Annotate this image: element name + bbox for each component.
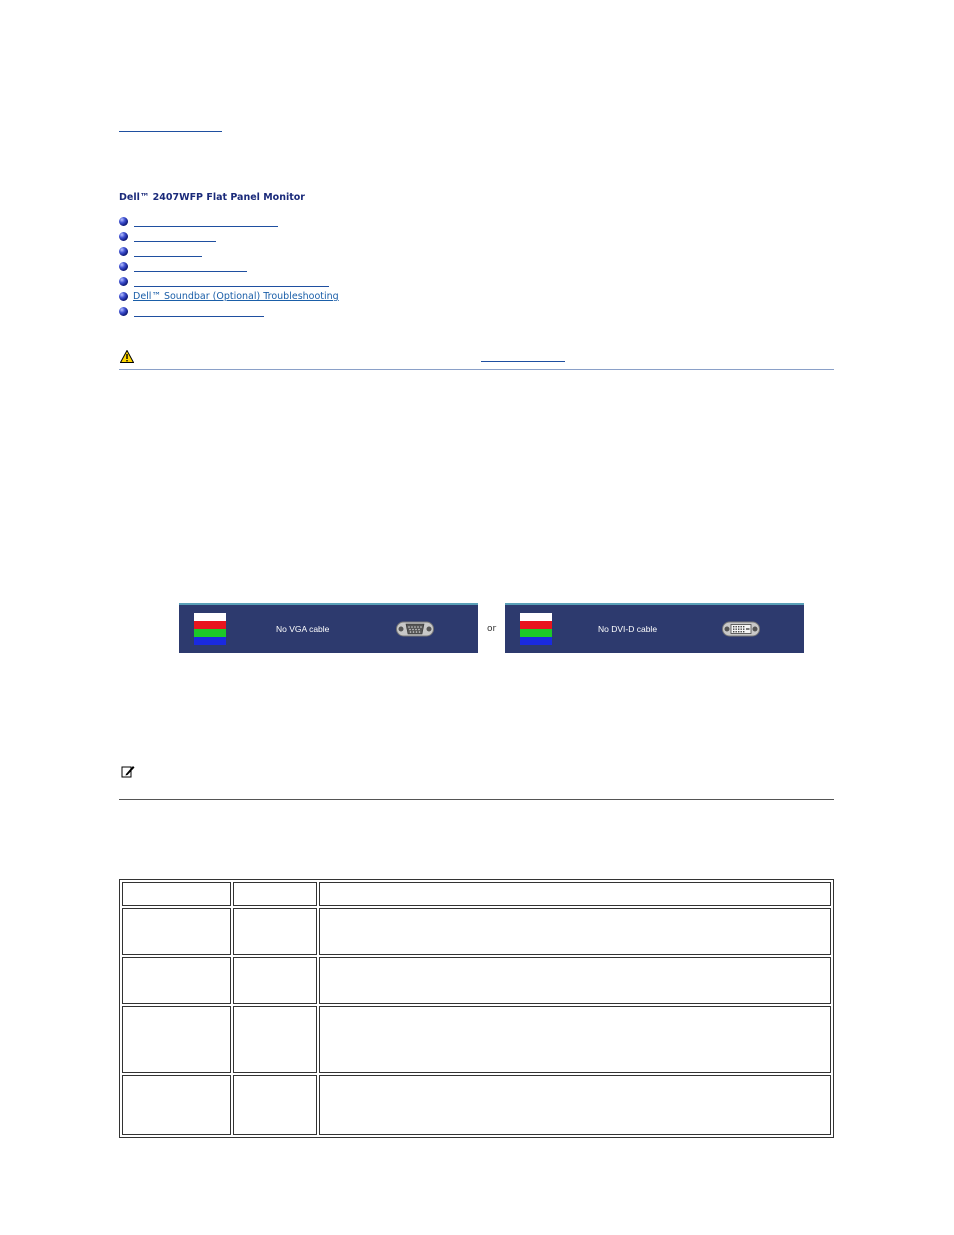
toc-link[interactable]	[134, 241, 216, 242]
dvi-connector-icon	[722, 621, 760, 637]
table-cell	[122, 957, 231, 1004]
caution-notice	[119, 349, 834, 370]
bullet-icon	[119, 217, 128, 226]
toc-link-soundbar-troubleshooting[interactable]: Dell™ Soundbar (Optional) Troubleshooting	[133, 291, 339, 302]
osd-message-text: No DVI-D cable	[598, 624, 658, 634]
note-icon	[121, 764, 135, 778]
table-cell	[233, 1006, 317, 1073]
note-notice	[119, 762, 834, 800]
osd-message-panel-vga	[179, 603, 478, 653]
table-cell	[233, 1075, 317, 1135]
toc-link[interactable]	[134, 256, 202, 257]
table-row	[122, 908, 831, 955]
bullet-icon	[119, 232, 128, 241]
safety-instructions-link[interactable]	[481, 361, 565, 362]
table-cell	[122, 1075, 231, 1135]
bullet-icon	[119, 262, 128, 271]
table-cell	[122, 908, 231, 955]
or-separator: or	[487, 624, 497, 634]
caution-icon	[120, 350, 134, 363]
toc-link[interactable]	[134, 286, 329, 287]
troubleshooting-table	[119, 879, 834, 1138]
table-row	[122, 1006, 831, 1073]
vga-connector-icon	[396, 621, 434, 637]
bullet-icon	[119, 277, 128, 286]
bullet-icon	[119, 247, 128, 256]
bullet-icon	[119, 292, 128, 301]
page-title: Dell™ 2407WFP Flat Panel Monitor	[119, 192, 305, 203]
toc-link[interactable]	[134, 316, 264, 317]
table-cell	[122, 882, 231, 906]
table-header-row	[122, 882, 831, 906]
table-cell	[319, 908, 831, 955]
table-cell	[122, 1006, 231, 1073]
table-cell	[233, 908, 317, 955]
osd-message-panel-dvi	[505, 603, 804, 653]
table-cell	[233, 882, 317, 906]
color-bars-icon	[194, 613, 226, 645]
table-row	[122, 957, 831, 1004]
table-cell	[319, 1075, 831, 1135]
toc-link[interactable]	[134, 271, 247, 272]
bullet-icon	[119, 307, 128, 316]
table-cell	[319, 882, 831, 906]
table-cell	[319, 957, 831, 1004]
osd-message-text: No VGA cable	[276, 624, 330, 634]
back-to-contents-link[interactable]	[119, 131, 222, 132]
table-cell	[319, 1006, 831, 1073]
table-row	[122, 1075, 831, 1135]
table-cell	[233, 957, 317, 1004]
toc-link[interactable]	[134, 226, 278, 227]
color-bars-icon	[520, 613, 552, 645]
